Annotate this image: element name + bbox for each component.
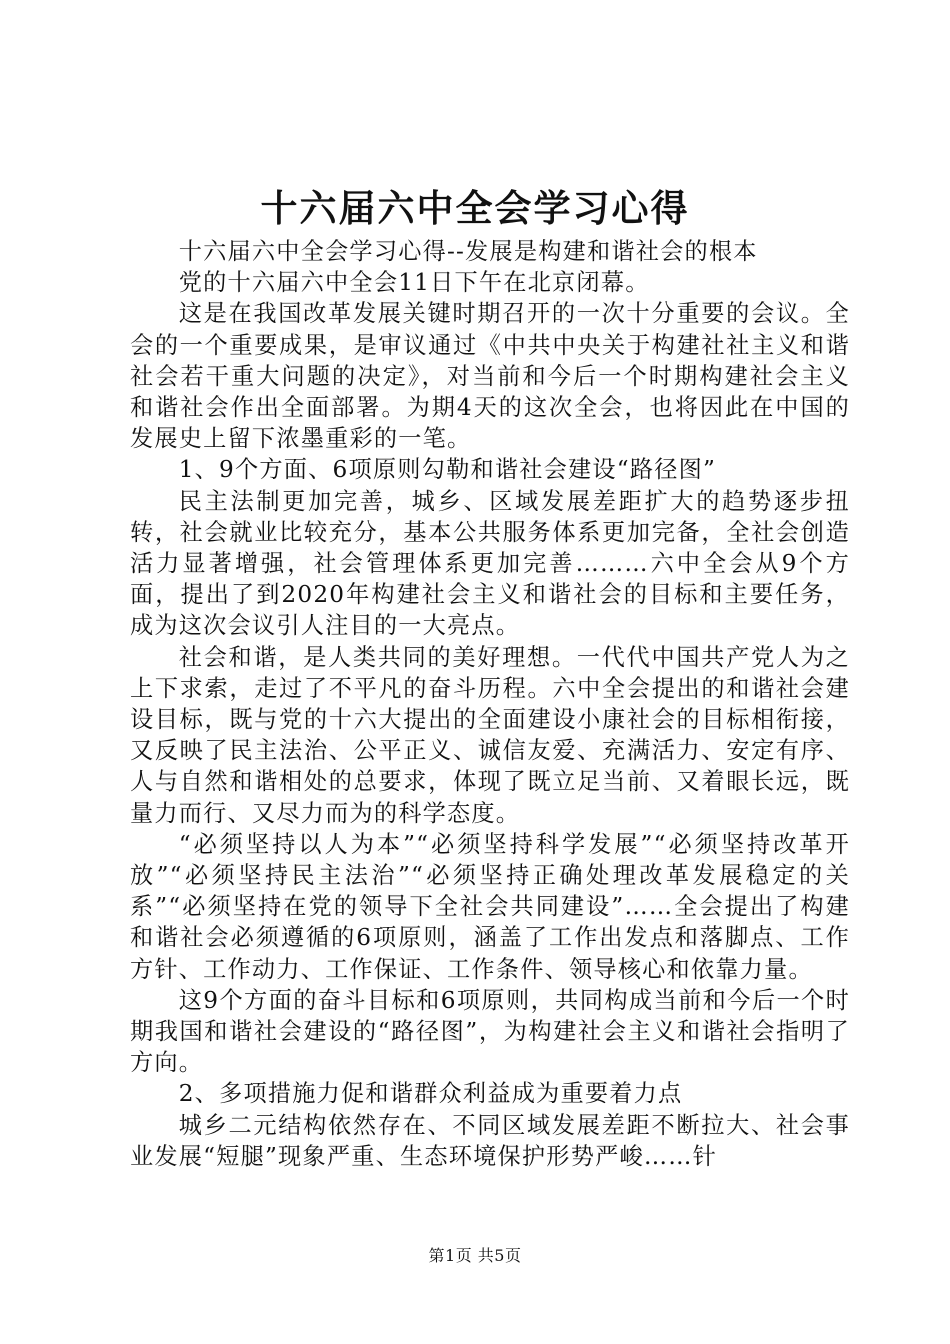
section-heading-1: 1、9个方面、6项原则勾勒和谐社会建设“路径图” [178, 456, 717, 484]
paragraph: 这9个方面的奋斗目标和6项原则，共同构成当前和今后一个时期我国和谐社会建设的“路径图”，为构建社会主义和谐社会指明了方向。 [130, 986, 850, 1077]
paragraph: “必须坚持以人为本”“必须坚持科学发展”“必须坚持改革开放”“必须坚持民主法治”“必须坚持正确处理改革发展稳定的关系”“必须坚持在党的领导下全社会共同建设”……全会提出了构建和谐社会必须遵循的6项原则，涵盖了工作出发点和落脚点、工作方针、工作动力、工作保证、工作条件、领导核心和依靠力量。 [130, 830, 850, 983]
paragraph: 城乡二元结构依然存在、不同区域发展差距不断拉大、社会事业发展“短腿”现象严重、生态环境保护形势严峻……针 [130, 1111, 850, 1170]
section-heading-2: 2、多项措施力促和谐群众利益成为重要着力点 [178, 1080, 683, 1108]
page-footer: 第1页 共5页 [428, 1246, 522, 1265]
paragraph: 民主法制更加完善，城乡、区域发展差距扩大的趋势逐步扭转，社会就业比较充分，基本公共服务体系更加完备，全社会创造活力显著增强，社会管理体系更加完善………六中全会从9个方面，提出了到2020年构建社会主义和谐社会的目标和主要任务，成为这次会议引人注目的一大亮点。 [130, 487, 850, 640]
paragraph-subtitle: 十六届六中全会学习心得--发展是构建和谐社会的根本 [178, 238, 758, 265]
page-title: 十六届六中全会学习心得 [260, 186, 690, 230]
paragraph: 党的十六届六中全会11日下午在北京闭幕。 [178, 269, 650, 297]
document-body [130, 236, 850, 1172]
paragraph: 社会和谐，是人类共同的美好理想。一代代中国共产党人为之上下求索，走过了不平凡的奋斗历程。六中全会提出的和谐社会建设目标，既与党的十六大提出的全面建设小康社会的目标相衔接，又反映了民主法治、公平正义、诚信友爱、充满活力、安定有序、人与自然和谐相处的总要求，体现了既立足当前、又着眼长远，既量力而行、又尽力而为的科学态度。 [130, 643, 850, 827]
paragraph: 这是在我国改革发展关键时期召开的一次十分重要的会议。全会的一个重要成果，是审议通过《中共中央关于构建社社主义和谐社会若干重大问题的决定》，对当前和今后一个时期构建社会主义和谐社会作出全面部署。为期4天的这次全会，也将因此在中国的发展史上留下浓墨重彩的一笔。 [130, 300, 850, 453]
